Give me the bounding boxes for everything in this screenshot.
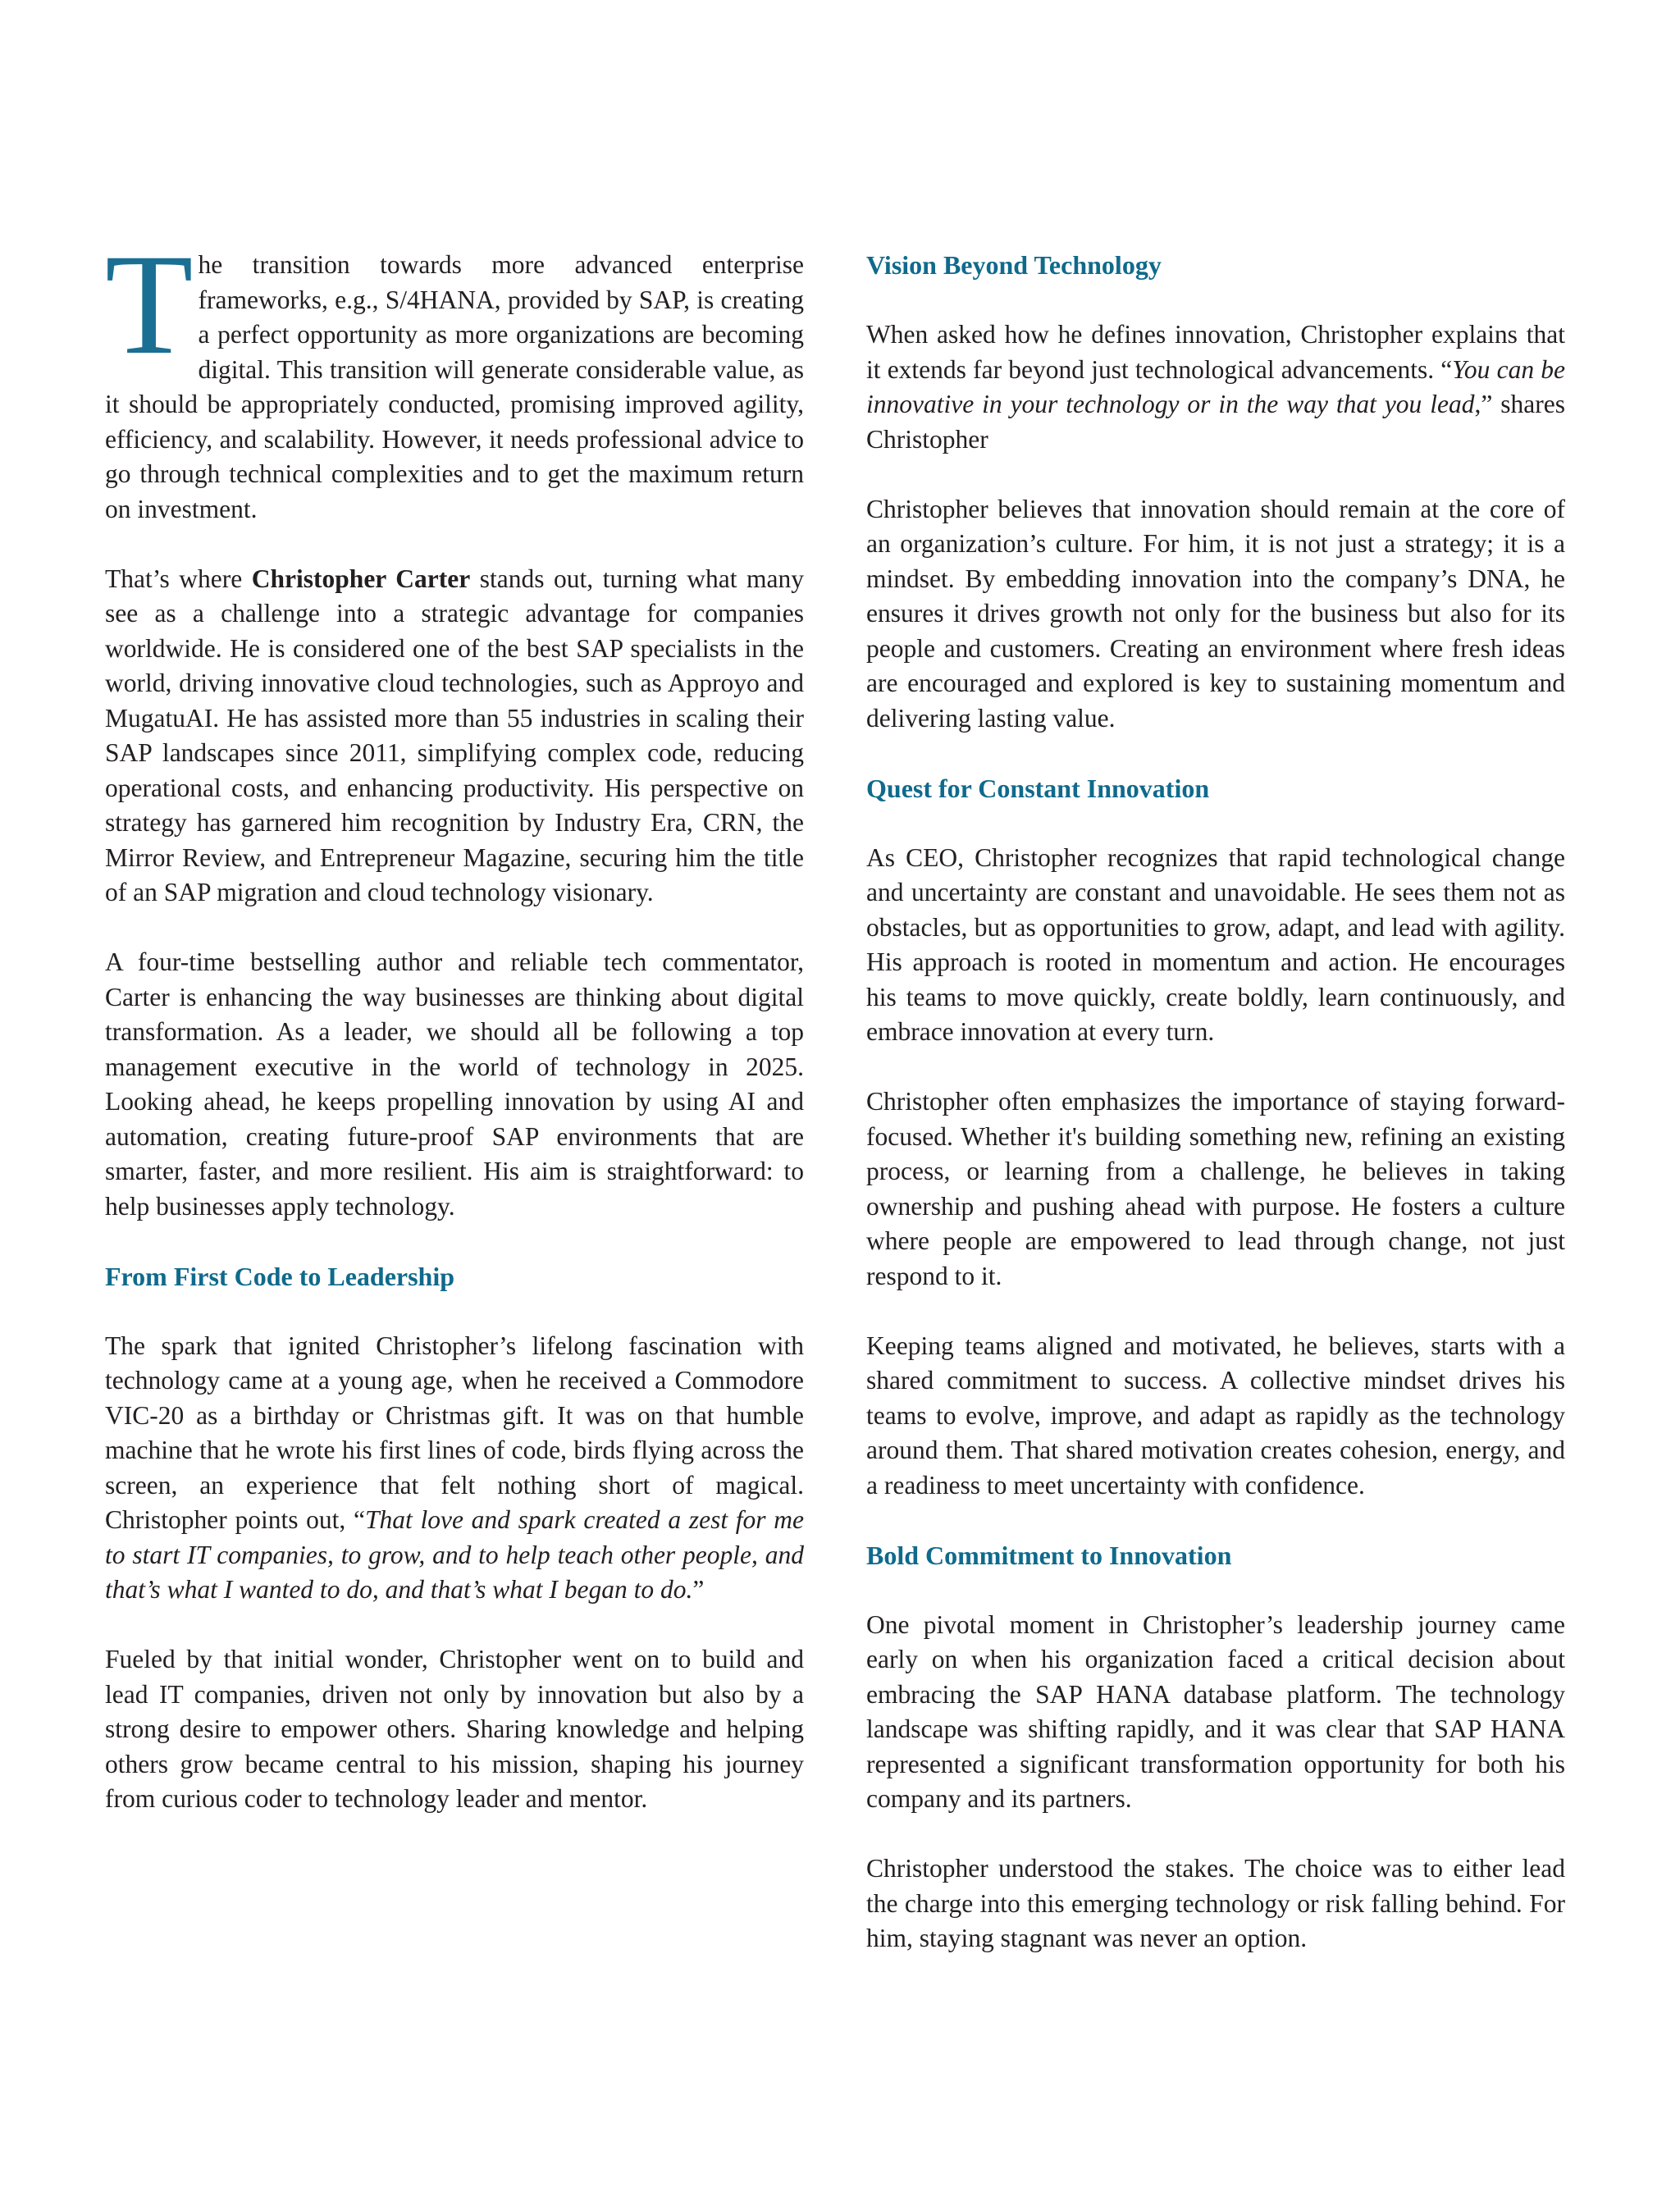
spark-quote: That love and spark created a zest for me to start IT companies, to grow, and to help teach other people, and that’s what I wanted to do, and that’s what I began to do. — [105, 1505, 805, 1604]
heading-first-code: From First Code to Leadership — [105, 1261, 455, 1291]
teams-paragraph: Keeping teams aligned and motivated, he believes, starts with a shared commitment to success. A collective mindset drives his teams to evolve, improve, and adapt as rapidly as the technology around them. That shared motivation creates cohesion, energy, and a readiness to meet uncertainty with confidence. — [866, 1331, 1565, 1500]
forward-focused-paragraph: Christopher often emphasizes the importance of staying forward-focused. Whether it's building something new, refining an existing process, or learning from a challenge, he believes in taking ownership and pushing ahead with purpose. He fosters a culture where people are empowered to lead through change, not just respond to it. — [866, 1087, 1565, 1290]
definition-text-before: When asked how he defines innovation, Christopher explains that it extends far beyond just technological advancements. “ — [866, 320, 1565, 384]
ceo-paragraph: As CEO, Christopher recognizes that rapid technological change and uncertainty are constant and unavoidable. He sees them not as obstacles, but as opportunities to grow, adapt, and lead with agility. His approach is rooted in momentum and action. He encourages his teams to move quickly, create boldly, learn continuously, and embrace innovation at every turn. — [866, 842, 1565, 1046]
spark-text-before: The spark that ignited Christopher’s lifelong fascination with technology came at a young age, when he received a Commodore VIC-20 as a birthday or Christmas gift. It was on that humble machine that he wrote his first lines of code, birds flying across the screen, an experience that felt nothing short of magical. Christopher points out, “ — [105, 1331, 804, 1534]
pivotal-moment-paragraph: One pivotal moment in Christopher’s leadership journey came early on when his organization faced a critical decision about embracing the SAP HANA database platform. The technology landscape was shifting rapidly, and it was clear that SAP HANA represented a significant transformation opportunity for both his company and its partners. — [866, 1609, 1565, 1813]
author-paragraph: A four-time bestselling author and reliable tech commentator, Carter is enhancing the way businesses are thinking about digital transformation. As a leader, we should all be following a top management executive in the world of technology in 2025. Looking ahead, he keeps propelling innovation by using AI and automation, creating future-proof SAP environments that are smarter, faster, and more resilient. His aim is straightforward: to help businesses apply technology. — [105, 947, 804, 1221]
heading-vision: Vision Beyond Technology — [866, 250, 1162, 280]
fueled-paragraph: Fueled by that initial wonder, Christopher went on to build and lead IT companies, driven not only by innovation but also by a strong desire to empower others. Sharing knowledge and helping others grow became central to his mission, shaping his journey from curious coder to technology leader and mentor. — [105, 1645, 804, 1813]
carter-text-before: That’s where — [105, 564, 252, 593]
carter-name: Christopher Carter — [251, 564, 471, 593]
intro-text: he transition towards more advanced enterprise frameworks, e.g., S/4HANA, provided by SAP, is creating a perfect opportunity as more organizations are becoming digital. This transition will generate considerable value, as it should be appropriately conducted, promising improved agility, efficiency, and scalability. However, it needs professional advice to go through technical complexities and to get the maximum return on investment. — [105, 250, 804, 523]
intro-paragraph — [105, 225, 804, 527]
definition-quote: You can be innovative in your technology or in the way that you lead — [866, 354, 1565, 418]
drop-cap: T — [105, 225, 194, 385]
innovation-definition-paragraph — [866, 317, 1565, 457]
heading-bold-commitment: Bold Commitment to Innovation — [866, 1540, 1232, 1570]
culture-paragraph: Christopher believes that innovation should remain at the core of an organization’s culture. For him, it is not just a strategy; it is a mindset. By embedding innovation into the company’s DNA, he ensures it drives growth not only for the business but also for its people and customers. Creating an environment where fresh ideas are encouraged and explored is key to sustaining momentum and delivering lasting value. — [866, 494, 1565, 733]
spark-text-after: ” — [692, 1575, 705, 1604]
heading-quest: Quest for Constant Innovation — [866, 773, 1210, 803]
spark-paragraph — [105, 1329, 804, 1608]
stakes-paragraph: Christopher understood the stakes. The choice was to either lead the charge into this emerging technology or risk falling behind. For him, staying stagnant was never an option. — [866, 1854, 1565, 1952]
definition-text-after: ,” shares Christopher — [866, 390, 1565, 454]
right-column — [866, 248, 1565, 1991]
left-column — [105, 225, 805, 1851]
carter-text-after: stands out, turning what many see as a challenge into a strategic advantage for companies worldwide. He is considered one of the best SAP specialists in the world, driving innovative cloud technologies, such as Approyo and MugatuAI. He has assisted more than 55 industries in scaling their SAP landscapes since 2011, simplifying complex code, reducing operational costs, and enhancing productivity. His perspective on strategy has garnered him recognition by Industry Era, CRN, the Mirror Review, and Entrepreneur Magazine, securing him the title of an SAP migration and cloud technology visionary. — [105, 564, 804, 906]
carter-paragraph — [105, 562, 804, 911]
